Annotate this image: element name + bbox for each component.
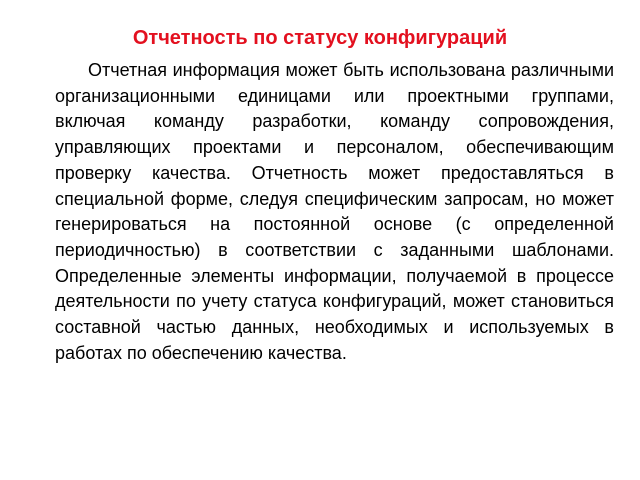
slide-title: Отчетность по статусу конфигураций (132, 27, 508, 49)
slide-body-text: Отчетная информация может быть использована различными организационными единицами или проектными группами, включая команду разработки, команду сопровождения, управляющих проектами и персоналом, обеспечивающим проверку качества. Отчетность может предоставляться в специальной форме, следуя специфическим запросам, но может генерироваться на постоянной основе (с определенной периодичностью) в соответствии с заданными шаблонами. Определенные элементы информации, получаемой в процессе деятельности по учету статуса конфигураций, может становиться составной частью данных, необходимых и используемых в работах по обеспечению качества. (55, 60, 614, 363)
